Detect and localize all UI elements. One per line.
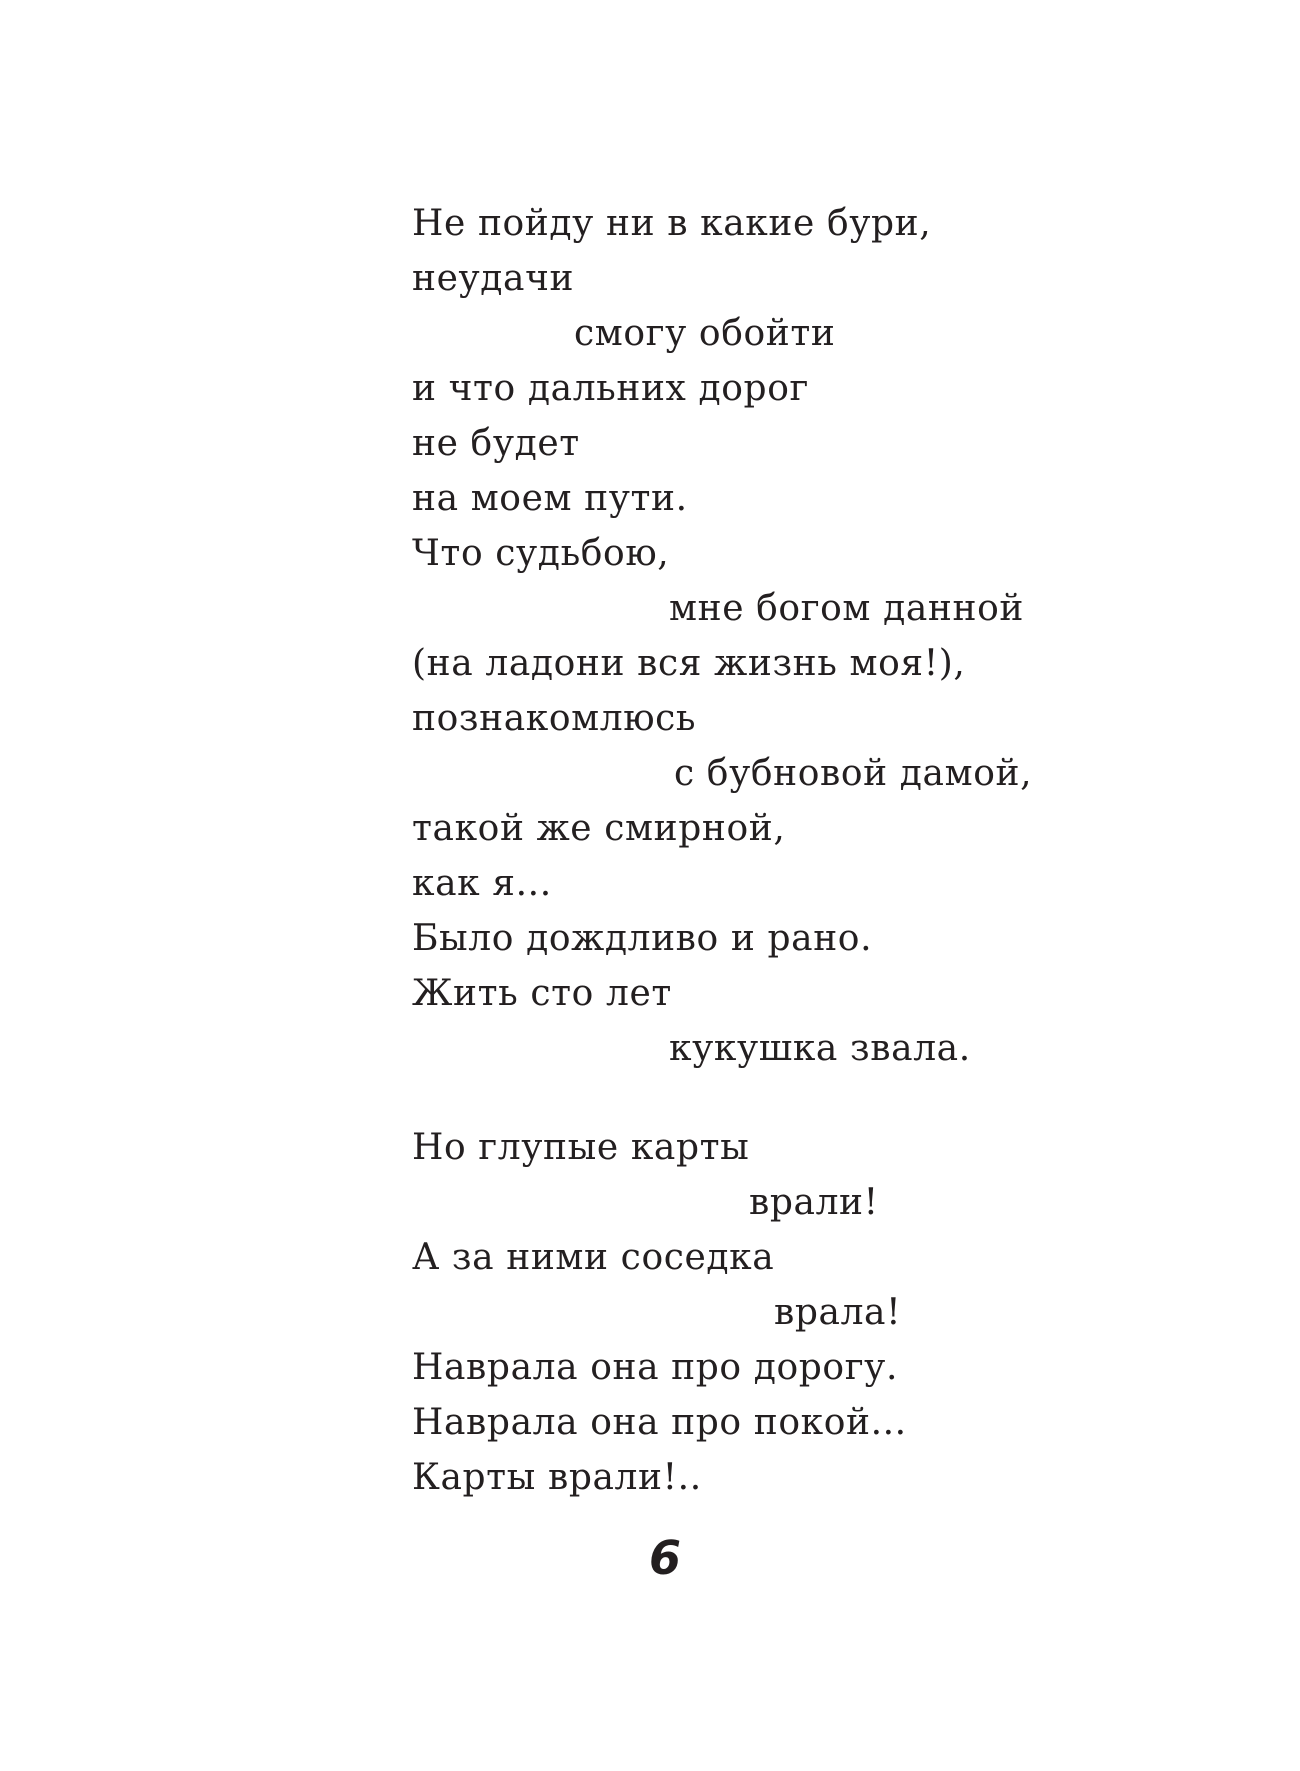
poem-line: Что судьбою, [412, 533, 670, 574]
stanza-break [412, 1076, 1172, 1120]
poem-line: с бубновой дамой, [674, 753, 1033, 794]
poem-line: мне богом данной [669, 588, 1024, 629]
stanza-2 [412, 1120, 1172, 1505]
poem-line: А за ними соседка [412, 1237, 775, 1278]
poem-line: и что дальних дорог [412, 368, 809, 409]
poem-line: Жить сто лет [412, 973, 672, 1014]
poem-line: врала! [774, 1292, 902, 1333]
page-number: 6 [648, 1531, 681, 1585]
poem-line: Карты врали!.. [412, 1457, 702, 1498]
poem-line: смогу обойти [574, 313, 836, 354]
poem-line: на моем пути. [412, 478, 688, 519]
stanza-1 [412, 196, 1172, 1076]
poem-line: Наврала она про покой... [412, 1402, 907, 1443]
poem-line: Не пойду ни в какие бури, [412, 203, 932, 244]
poem-line: Наврала она про дорогу. [412, 1347, 898, 1388]
poem-line: Было дождливо и рано. [412, 918, 873, 959]
poem [412, 196, 1172, 1505]
poem-line: как я... [412, 863, 552, 904]
poem-line: кукушка звала. [669, 1028, 971, 1069]
poem-line: не будет [412, 423, 580, 464]
poem-line: (на ладони вся жизнь моя!), [412, 643, 966, 684]
poem-line: Но глупые карты [412, 1127, 750, 1168]
poem-line: неудачи [412, 258, 575, 299]
poem-line: познакомлюсь [412, 698, 697, 739]
poem-line: врали! [749, 1182, 879, 1223]
poem-line: такой же смирной, [412, 808, 786, 849]
